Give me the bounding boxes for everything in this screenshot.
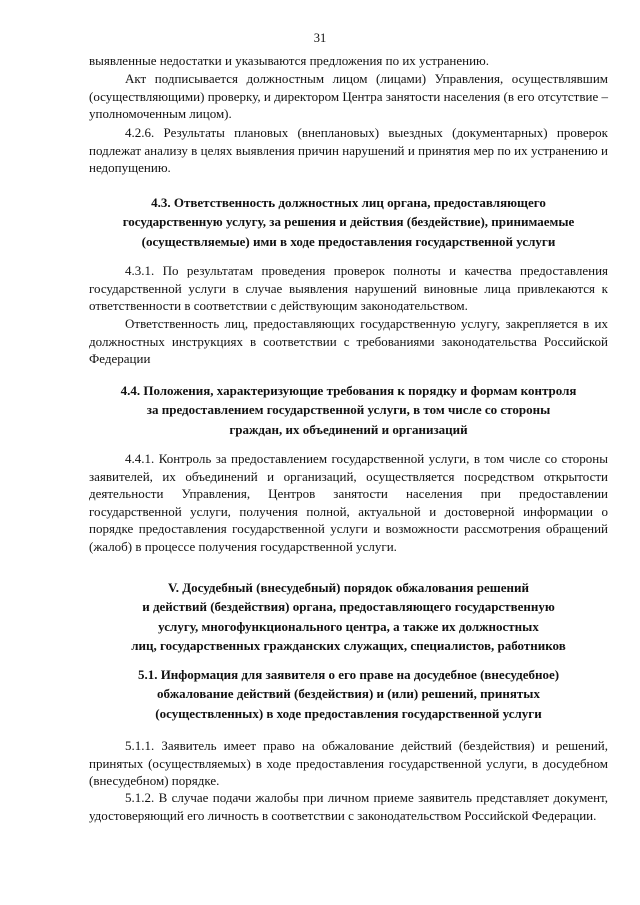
paragraph-4-3-1 [89,262,608,315]
paragraph-5-1-1 [89,737,608,790]
heading-line: услугу, многофункционального центра, а также их должностных [158,618,539,634]
paragraph-text: 4.3.1. По результатам проведения проверок полноты и качества предоставления государственной услуги в случае выявления нарушений виновные лица привлекаются к ответственности в соответствии с действующим законодательством. [89,263,608,314]
paragraph-4-4-1 [89,450,608,556]
paragraph-text: 4.2.6. Результаты плановых (внеплановых) выездных (документарных) проверок подлежат анализу в целях выявления причин нарушений и принятия мер по их устранению и недопущению. [89,125,608,176]
heading-line: 4.4. Положения, характеризующие требования к порядку и формам контроля [120,383,577,398]
paragraph-act-signing [89,70,608,123]
heading-line: за предоставлением государственной услуги, в том числе со стороны [146,402,551,418]
paragraph-responsibility [89,315,608,368]
paragraph-5-1-2 [89,789,608,824]
paragraph-continuation [89,52,608,70]
paragraph-line: выявленные недостатки и указываются предложения по их устранению. [89,53,490,68]
paragraph-text: Ответственность лиц, предоставляющих государственную услугу, закрепляется в их должностных инструкциях в соответствии с требованиями законодательства Российской Федерации [89,316,608,367]
section-heading-5-1 [60,665,637,723]
paragraph-text: 5.1.1. Заявитель имеет право на обжалование действий (бездействия) и решений, принятых (осуществляемых) в ходе предоставления государственной услуги, в досудебном (внесудебном) порядке. [89,738,608,789]
heading-line: государственную услугу, за решения и действия (бездействие), принимаемые [122,214,575,230]
heading-line: (осуществленных) в ходе предоставления государственной услуги [155,705,542,721]
paragraph-4-2-6 [89,124,608,177]
paragraph-text: Акт подписывается должностным лицом (лицами) Управления, осуществлявшим (осуществляющими) проверку, и директором Центра занятости населения (в его отсутствие – уполномоченным лицом). [89,71,608,122]
section-heading-v [60,578,637,656]
heading-line: обжалование действий (бездействия) и (или) решений, принятых [157,686,540,702]
heading-line: и действий (бездействия) органа, предоставляющего государственную [142,599,555,615]
heading-line: 4.3. Ответственность должностных лиц органа, предоставляющего [151,195,546,210]
paragraph-text: 4.4.1. Контроль за предоставлением государственной услуги, в том числе со стороны заявителей, их объединений и организаций, осуществляется посредством открытости деятельности Управления, Центров занятости населения при предоставлении государственной услуги, получения полной, актуальной и достоверной информации о порядке предоставления государственной услуги и возможности рассмотрения обращений (жалоб) в процессе получения государственной услуги. [89,451,608,554]
heading-line: V. Досудебный (внесудебный) порядок обжалования решений [167,580,530,595]
section-heading-4-3 [60,193,637,251]
heading-line: граждан, их объединений и организаций [229,421,468,437]
heading-line: лиц, государственных гражданских служащих, специалистов, работников [131,638,566,654]
heading-line: (осуществляемые) ими в ходе предоставления государственной услуги [141,233,556,249]
paragraph-text: 5.1.2. В случае подачи жалобы при личном приеме заявитель представляет документ, удостоверяющий его личность в соответствии с законодательством Российской Федерации. [89,790,608,823]
section-heading-4-4 [60,381,637,439]
heading-line: 5.1. Информация для заявителя о его праве на досудебное (внесудебное) [137,667,560,682]
page-number: 31 [313,31,327,45]
